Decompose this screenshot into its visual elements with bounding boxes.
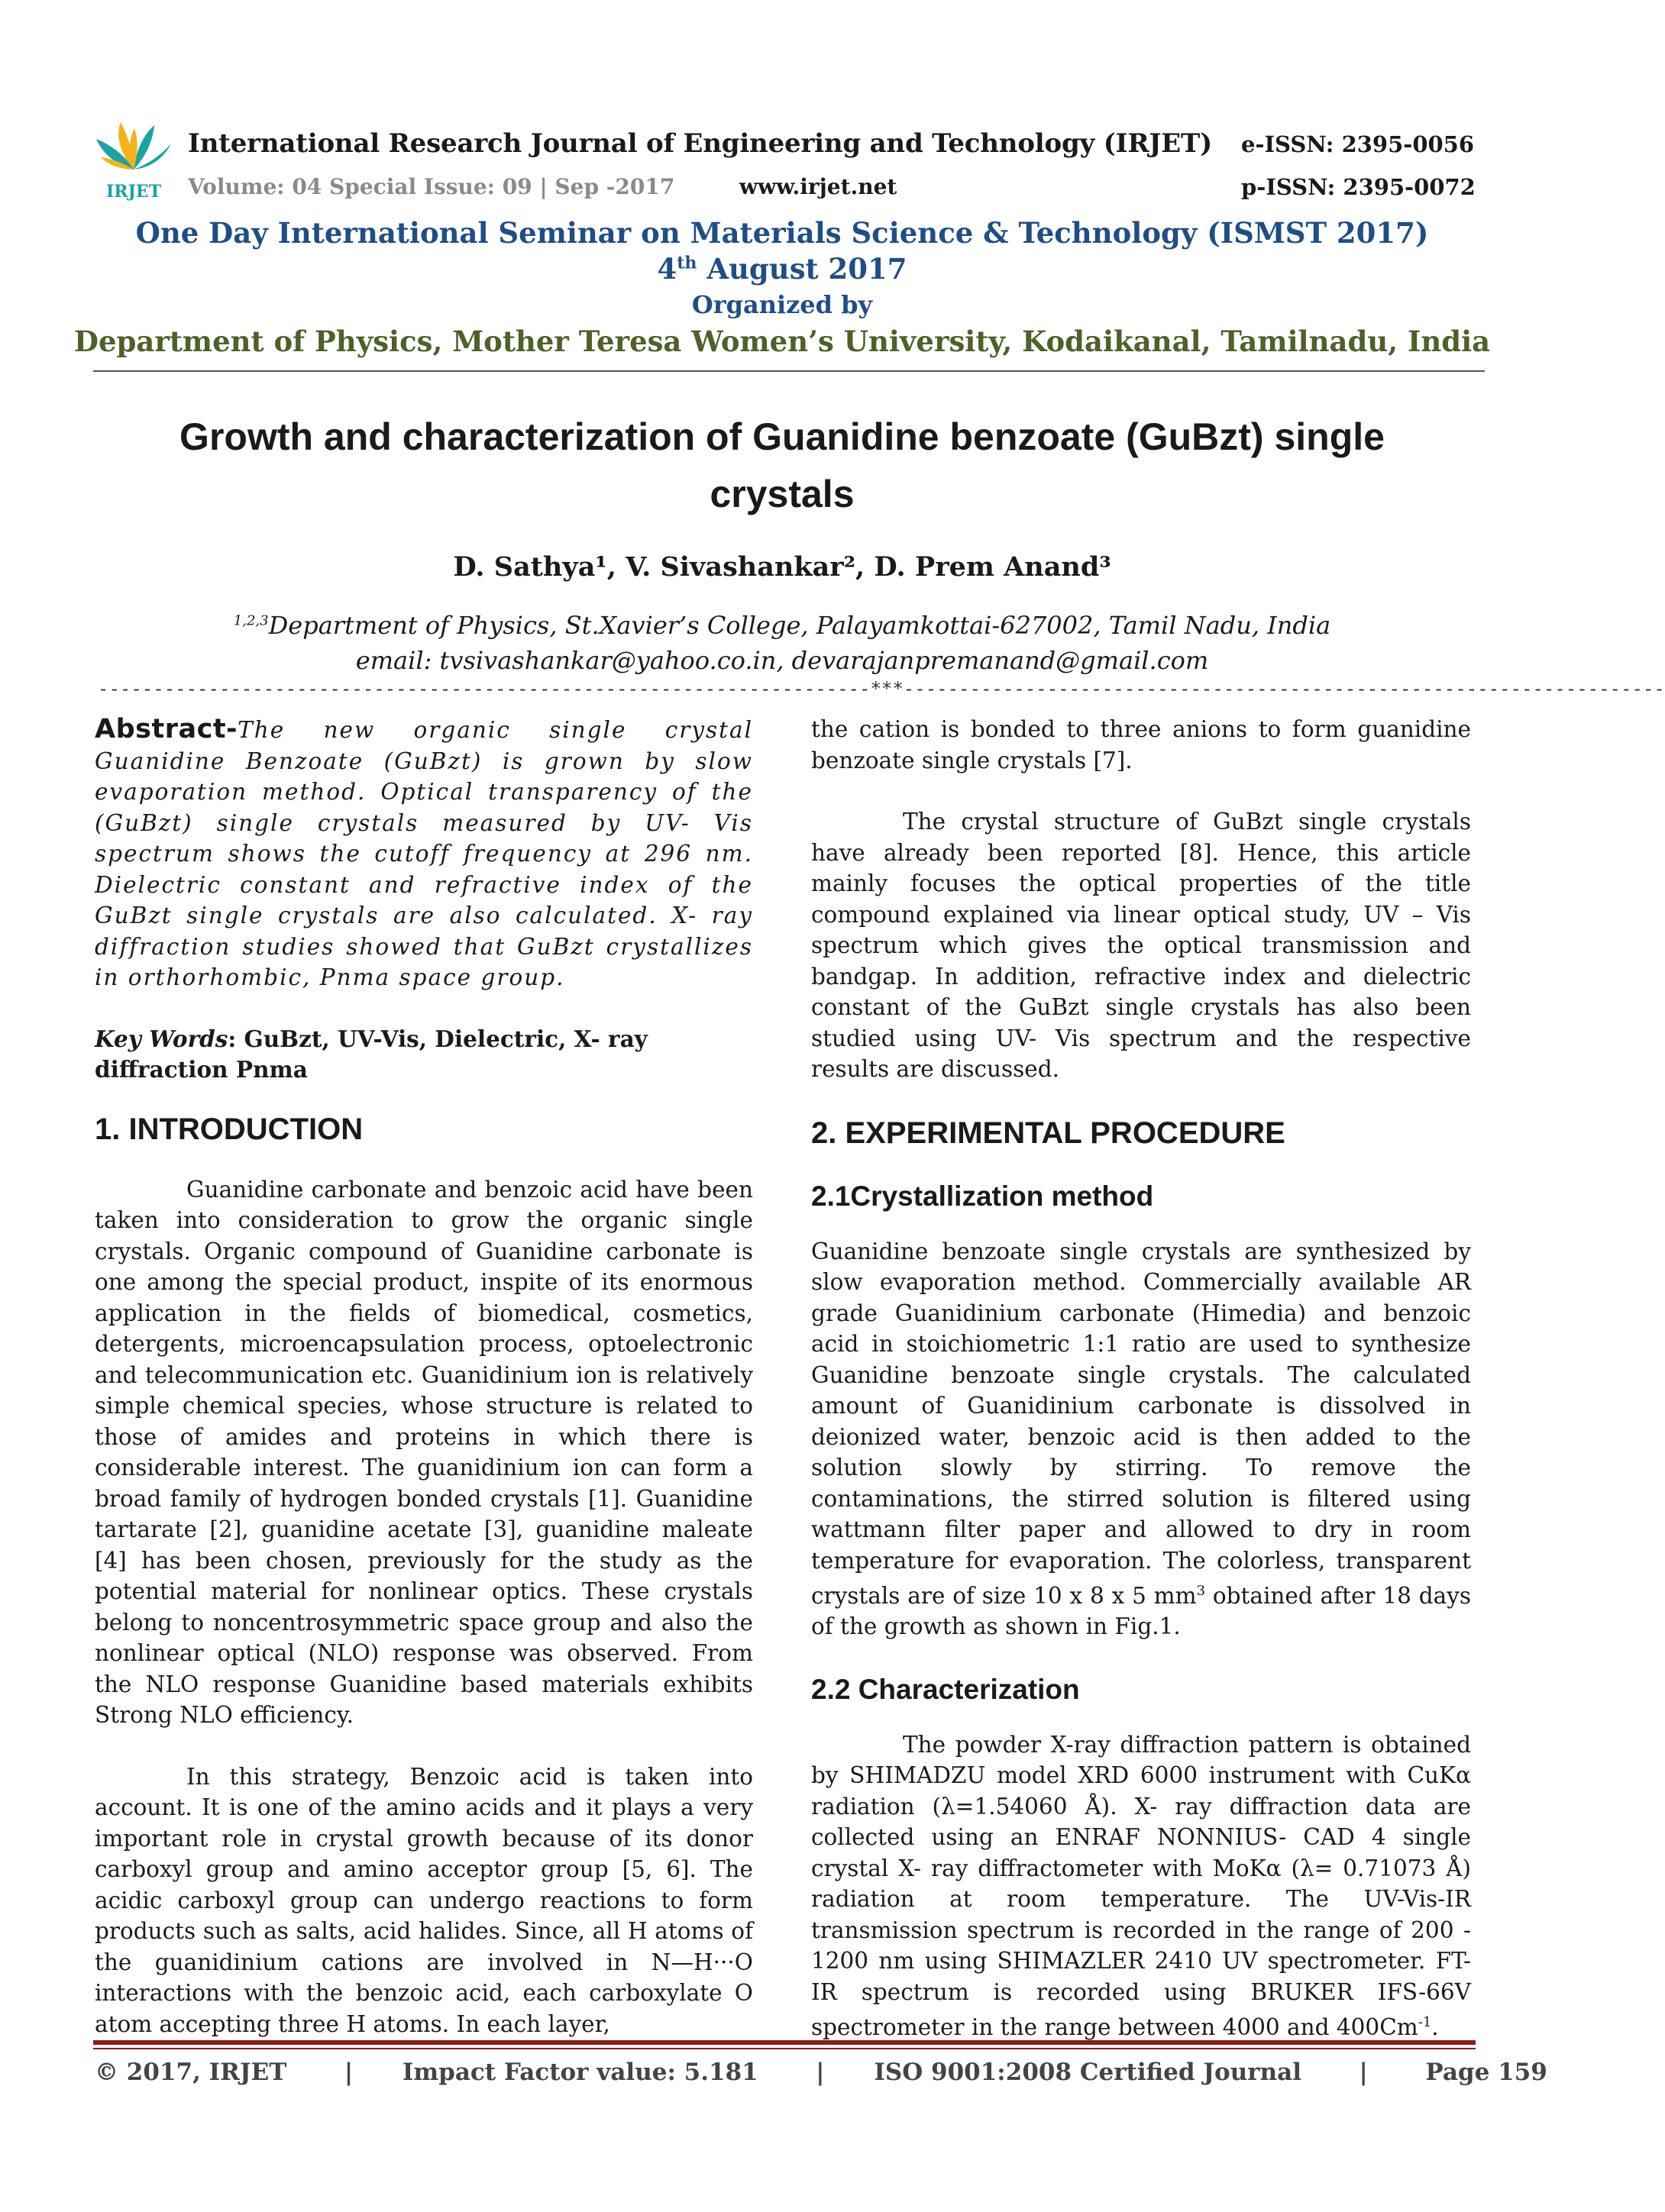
affiliation-text: Department of Physics, St.Xavier’s College, Palayamkottai-627002, Tamil Nadu, India [268,611,1331,640]
crystallization-body: Guanidine benzoate single crystals are synthesized by slow evaporation method. Commercially available AR grade Guanidinium carbonate (Himedia) and benzoic acid in stoichiometric 1:1 ratio are used to synthesize Guanidine benzoate single crystals. The calculated amount of Guanidinium carbonate is dissolved in deionized water, benzoic acid is then added to the solution slowly by stirring. To remove the contaminations, the stirred solution is filtered using wattmann filter paper and allowed to dry in room temperature for evaporation. The colorless, transparent crystals are of size 10 x 8 x 5 mm [811,1238,1471,1609]
keywords [95,1024,753,1086]
affiliation [0,611,1564,640]
wavenumber-unit: -1 [1418,2014,1432,2031]
crystallization-tail: obtained after 18 days of the growth as shown in Fig.1. [811,1582,1471,1640]
abstract [95,714,753,993]
abstract-text: The new organic single crystal Guanidine Benzoate (GuBzt) is grown by slow evaporation method. Optical transparency of the (GuBzt) single crystals measured by UV- Vis spectrum shows the cutoff frequency at 296 nm. Dielectric constant and refractive index of the GuBzt single crystals are also calculated. X- ray diffraction studies showed that GuBzt crystallizes in orthorhombic, Pnma space group. [95,717,753,990]
paper-title: Growth and characterization of Guanidine benzoate (GuBzt) single crystals [179,415,1385,515]
page-footer: © 2017, IRJET | Impact Factor value: 5.181 | ISO 9001:2008 Certified Journal | Page 159 [95,2059,1547,2086]
eissn: e-ISSN: 2395-0056 [1241,131,1475,157]
pissn: p-ISSN: 2395-0072 [1241,174,1476,200]
structure-paragraph: The crystal structure of GuBzt single crystals have already been reported [8]. Hence, this article mainly focuses the optical properties of the title compound explained via linear optical study, UV – Vis spectrum which gives the optical transmission and bandgap. In addition, refractive index and dielectric constant of the GuBzt single crystals has also been studied using UV- Vis spectrum and the respective results are discussed. [811,809,1471,1082]
keywords-label: Key Words [95,1025,228,1052]
author-emails: email: tvsivashankar@yahoo.co.in, devarajanpremanand@gmail.com [355,646,1209,675]
experimental-heading: 2. EXPERIMENTAL PROCEDURE [811,1116,1285,1150]
cubic-unit: 3 [1196,1583,1206,1599]
date-day: 4 [657,252,677,286]
keywords-text: : GuBzt, UV-Vis, Dielectric, X- ray diffraction Pnma [95,1025,648,1083]
journal-website: www.irjet.net [739,174,897,199]
logo-text: IRJET [105,182,162,202]
affiliation-marker: 1,2,3 [233,612,269,629]
volume-info: Volume: 04 Special Issue: 09 | Sep -2017 [188,174,675,199]
section-divider: ----------------------------------------------------------------------***--------------------------------------------------------------------- [98,678,1665,699]
abstract-heading: Abstract- [95,714,238,744]
right-column [811,714,1471,2043]
crystallization-heading: 2.1Crystallization method [811,1180,1154,1212]
seminar-date [0,252,1564,286]
left-column [95,714,753,2039]
journal-title: International Research Journal of Engineering and Technology (IRJET) [188,128,1213,159]
date-month-year: August 2017 [697,252,907,286]
introduction-paragraph-1: Guanidine carbonate and benzoic acid have been taken into consideration to grow the organic single crystals. Organic compound of Guanidine carbonate is one among the special product, inspite of its enormous application in the fields of biomedical, cosmetics, detergents, microencapsulation process, optoelectronic and telecommunication etc. Guanidinium ion is relatively simple chemical species, whose structure is related to those of amides and proteins in which there is considerable interest. The guanidinium ion can form a broad family of hydrogen bonded crystals [1]. Guanidine tartarate [2], guanidine acetate [3], guanidine maleate [4] has been chosen, previously for the study as the potential material for nonlinear optics. These crystals belong to noncentrosymmetric space group and also the nonlinear optical (NLO) response was observed. From the NLO response Guanidine based materials exhibits Strong NLO efficiency. [95,1176,753,1728]
irjet-logo [92,115,176,202]
organizing-department: Department of Physics, Mother Teresa Women’s University, Kodaikanal, Tamilnadu, India [73,325,1491,358]
footer-rule [93,2040,1476,2045]
characterization-tail: . [1431,2014,1439,2041]
characterization-heading: 2.2 Characterization [811,1673,1080,1705]
introduction-paragraph-2: In this strategy, Benzoic acid is taken into account. It is one of the amino acids and it plays a very important role in crystal growth because of its donor carboxyl group and amino acceptor group [5, 6]. The acidic carboxyl group can undergo reactions to form products such as salts, acid halides. Since, all H atoms of the guanidinium cations are involved in N—H···O interactions with the benzoic acid, each carboxylate O atom accepting three H atoms. In each layer, [95,1763,753,2037]
authors: D. Sathya¹, V. Sivashankar², D. Prem Anand³ [453,551,1111,583]
characterization-body: The powder X-ray diffraction pattern is obtained by SHIMADZU model XRD 6000 instrument with CuKα radiation (λ=1.54060 Å). X- ray diffraction data are collected using an ENRAF NONNIUS- CAD 4 single crystal X- ray diffractometer with MoKα (λ= 0.71073 Å) radiation at room temperature. The UV-Vis-IR transmission spectrum is recorded in the range of 200 - 1200 nm using SHIMAZLER 2410 UV spectrometer. FT-IR spectrum is recorded using BRUKER IFS-66V spectrometer in the range between 4000 and 400Cm [811,1731,1471,2041]
header-rule [93,370,1485,372]
continued-paragraph: the cation is bonded to three anions to form guanidine benzoate single crystals [7]. [811,716,1471,773]
introduction-heading: 1. INTRODUCTION [95,1112,364,1146]
crystallization-text [811,1236,1471,1642]
characterization-text [811,1729,1471,2043]
organized-by: Organized by [691,290,873,319]
footer-rule-thin [93,2048,1476,2049]
seminar-title: One Day International Seminar on Materials Science & Technology (ISMST 2017) [135,216,1429,250]
date-suffix: th [677,253,697,273]
